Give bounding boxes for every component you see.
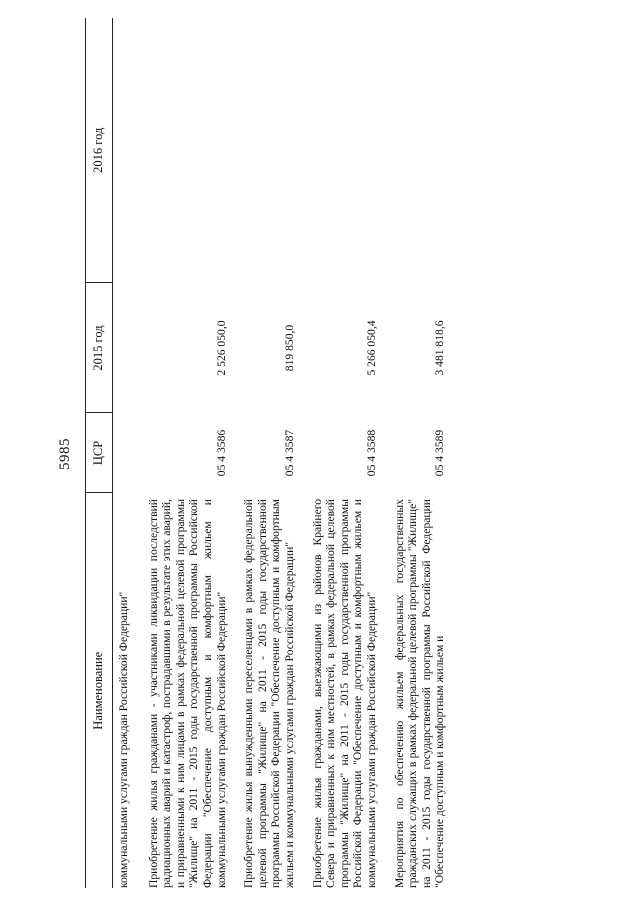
table-header-row (86, 18, 113, 888)
row-2015-value: 5 266 050,4 (364, 320, 378, 376)
table-row (242, 18, 310, 888)
header-code: ЦСР (86, 413, 113, 493)
row-2016-value (242, 18, 310, 283)
row-2016-value (311, 18, 393, 283)
table-row (147, 18, 243, 888)
row-code: 05 4 3587 (282, 429, 296, 477)
row-code: 05 4 3589 (433, 429, 447, 477)
row-2015-value: 2 526 050,0 (214, 320, 228, 376)
continuation-text: коммунальными услугами граждан Российской Федерации" (117, 591, 130, 888)
row-name: Приобретение жилья гражданами - участниками ликвидации последствий радиационных аварий и катастроф, пострадавшими в результате этих аварий, и приравненными к ним лицами в рамках федеральной целевой программы "Жилище" на 2011 - 2015 годы государственной программы Российской Федерации "Обеспечение доступным и комфортным жильем и коммунальными услугами граждан Российской Федерации" (146, 499, 228, 888)
continuation-row (113, 18, 147, 888)
row-2015-value: 819 850,0 (282, 324, 296, 372)
budget-table (85, 18, 461, 888)
row-2016-value (393, 18, 461, 283)
row-2015-value: 3 481 818,6 (433, 320, 447, 376)
page-number: 5985 (57, 438, 73, 470)
row-name: Приобретение жилья гражданами, выезжающими из районов Крайнего Севера и приравненных к ним местностей, в рамках федеральной целевой программы "Жилище" на 2011 - 2015 годы государственной программы Российской Федерации "Обеспечение доступным и комфортным жильем и коммунальными услугами граждан Российской Федерации" (310, 499, 378, 888)
table-row (393, 18, 461, 888)
row-code: 05 4 3588 (364, 429, 378, 477)
row-2016-value (147, 18, 243, 283)
table-row (311, 18, 393, 888)
header-2015: 2015 год (86, 283, 113, 413)
row-name: Приобретение жилья вынужденными переселенцами в рамках федеральной целевой программы "Жилище" на 2011 - 2015 годы государственной программы Российской Федерации "Обеспечение доступным и комфортным жильем и коммунальными услугами граждан Российской Федерации" (242, 499, 296, 888)
row-code: 05 4 3586 (214, 429, 228, 477)
header-2016: 2016 год (86, 18, 113, 283)
rotated-content (55, 18, 615, 888)
header-name: Наименование (86, 493, 113, 888)
row-name: Мероприятия по обеспечению жильем федеральных государственных гражданских служащих в рамках федеральной целевой программы "Жилище" на 2011 - 2015 годы государственной программы Российской Федерации "Обеспечение доступным и комфортным жильем и (392, 499, 447, 888)
